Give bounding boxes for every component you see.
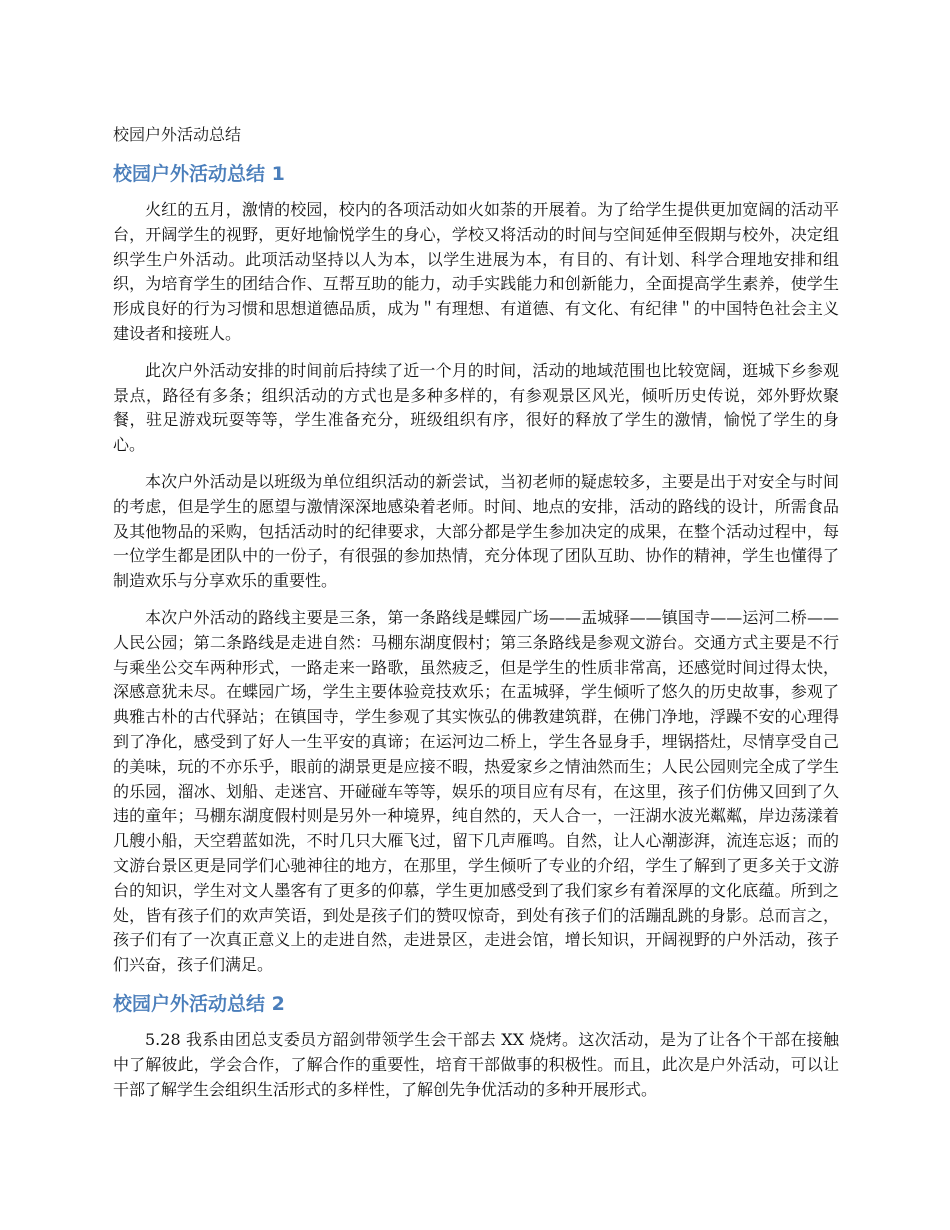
paragraph: 火红的五月，激情的校园，校内的各项活动如火如荼的开展着。为了给学生提供更加宽阔的活动平台，开阔学生的视野，更好地愉悦学生的身心，学校又将活动的时间与空间延伸至假期与校外，决定组织学生户外活动。此项活动坚持以人为本，以学生进展为本，有目的、有计划、科学合理地安排和组织，为培育学生的团结合作、互帮互助的能力，动手实践能力和创新能力，全面提高学生素养，使学生形成良好的行为习惯和思想道德品质，成为＂有理想、有道德、有文化、有纪律＂的中国特色社会主义建设者和接班人。 [113, 200, 839, 343]
section-2 [113, 990, 839, 1102]
paragraph: 此次户外活动安排的时间前后持续了近一个月的时间，活动的地域范围也比较宽阔，逛城下乡参观景点，路径有多条；组织活动的方式也是多种多样的，有参观景区风光，倾听历史传说，郊外野炊聚餐，驻足游戏玩耍等等，学生准备充分，班级组织有序，很好的释放了学生的激情，愉悦了学生的身心。 [113, 360, 839, 455]
document-title: 校园户外活动总结 [113, 125, 242, 144]
paragraph: 本次户外活动是以班级为单位组织活动的新尝试，当初老师的疑虑较多，主要是出于对安全与时间的考虑，但是学生的愿望与激情深深地感染着老师。时间、地点的安排，活动的路线的设计，所需食品及其他物品的采购，包括活动时的纪律要求，大部分都是学生参加决定的成果，在整个活动过程中，每一位学生都是团队中的一份子，有很强的参加热情，充分体现了团队互助、协作的精神，学生也懂得了制造欢乐与分享欢乐的重要性。 [113, 471, 839, 591]
section-heading: 校园户外活动总结 1 [113, 163, 285, 185]
document-page [113, 122, 839, 1114]
paragraph: 本次户外活动的路线主要是三条，第一条路线是蝶园广场——盂城驿——镇国寺——运河二桥——人民公园；第二条路线是走进自然：马棚东湖度假村；第三条路线是参观文游台。交通方式主要是不行与乘坐公交车两种形式，一路走来一路歌，虽然疲乏，但是学生的性质非常高，还感觉时间过得太快，深感意犹未尽。在蝶园广场，学生主要体验竞技欢乐；在盂城驿，学生倾听了悠久的历史故事，参观了典雅古朴的古代驿站；在镇国寺，学生参观了其实恢弘的佛教建筑群，在佛门净地，浮躁不安的心理得到了净化，感受到了好人一生平安的真谛；在运河边二桥上，学生各显身手，埋锅搭灶，尽情享受自己的美味，玩的不亦乐乎，眼前的湖景更是应接不暇，热爱家乡之情油然而生；人民公园则完全成了学生的乐园，溜冰、划船、走迷宫、开碰碰车等等，娱乐的项目应有尽有，在这里，孩子们仿佛又回到了久违的童年；马棚东湖度假村则是另外一种境界，纯自然的，天人合一，一汪湖水波光粼粼，岸边荡漾着几艘小船，天空碧蓝如洗，不时几只大雁飞过，留下几声雁鸣。自然，让人心潮澎湃，流连忘返；而的文游台景区更是同学们心驰神往的地方，在那里，学生倾听了专业的介绍，学生了解到了更多关于文游台的知识，学生对文人墨客有了更多的仰慕，学生更加感受到了我们家乡有着深厚的文化底蕴。所到之处，皆有孩子们的欢声笑语，到处是孩子们的赞叹惊奇，到处有孩子们的活蹦乱跳的身影。总而言之，孩子们有了一次真正意义上的走进自然，走进景区，走进会馆，增长知识，开阔视野的户外活动，孩子们兴奋，孩子们满足。 [113, 607, 839, 975]
paragraph: 5.28 我系由团总支委员方韶剑带领学生会干部去 XX 烧烤。这次活动，是为了让各个干部在接触中了解彼此，学会合作，了解合作的重要性，培育干部做事的积极性。而且，此次是户外活动，可以让干部了解学生会组织生活形式的多样性，了解创先争优活动的多种开展形式。 [113, 1029, 839, 1099]
section-heading: 校园户外活动总结 2 [113, 992, 285, 1015]
section-1 [113, 160, 839, 978]
